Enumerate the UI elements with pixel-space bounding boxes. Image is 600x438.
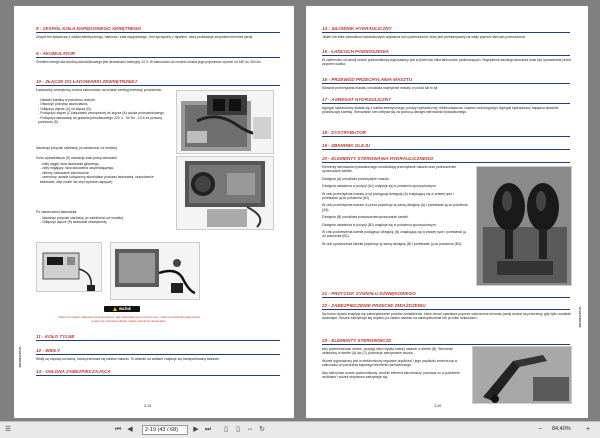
section-10-end-header: Po zakończeniu ładowania: <box>36 210 78 214</box>
divider <box>36 340 280 341</box>
divider <box>36 354 280 355</box>
list-item: - Otworzyć pokrywę akumulatora, <box>38 102 89 107</box>
section-10-led-list <box>40 162 170 184</box>
section-21-title: 21 - PRZYCISK SYGNAŁU DŹWIĘKOWEGO <box>322 291 416 296</box>
page-number-right: 3-20 <box>434 404 442 408</box>
section-22-text: Na końcu dyszla znajduje się zabezpieczenie przeciw zmiażdżeniu, które chroni operatora poprzez odwrócenie kierunku jazdy wózka na przeciwny, gdy tylko zostanie dociśnięte. Wózek zatrzymuje się dopiero po zaniku nacisku na zabezpieczenie lub po kilku sekundach. <box>322 312 572 321</box>
divider <box>322 162 570 163</box>
section-16-title: 16 - PRZEWÓD PRZECHYLANIA MASZTU <box>322 77 413 82</box>
list-item: - Odłączyć złącze (A) od złącza (B), <box>38 106 92 111</box>
section-14-title: 14 - SIŁOWNIK HYDRAULICZNY <box>322 26 392 31</box>
page-number-left: 3-19 <box>144 404 152 408</box>
section-18-title: 18 - DYSTRYBUTOR <box>322 130 366 135</box>
divider <box>322 297 570 298</box>
paragraph: Wózek wyposażony jest w elektroniczny regulator prędkości i jego prędkość zmienia się w zależności od położenia kątowego elementu sterowniczego. <box>322 358 458 368</box>
list-item: - czerwony: awaria (odłączony akumulator podczas ładowania, uszkodzenie ładowarki, zbyt niskie lub zbyt wysokie napięcie). <box>40 175 154 184</box>
section-10-led-header: Kolor wyświetlacza (E) wskazuje stan pracy ładowarki: <box>36 156 118 160</box>
fit-width-icon[interactable]: ⇔ <box>246 426 254 433</box>
last-page-icon[interactable]: ⏭ <box>204 426 212 433</box>
paragraph: Dźwignia (B) umożliwia podnoszenie/opuszczanie karetki. <box>322 215 409 220</box>
battery-connector-illustration <box>176 90 274 154</box>
list-item: - żółty migający: faza ładowania uzupełniającego, <box>40 166 115 171</box>
list-item: - Podłączyć ładowarkę do gniazda jednofazowego 220 V - 50 Hz - 10 A za pomocą przewodu (D). <box>38 115 163 125</box>
section-19-title: 19 - ZBIORNIK OLEJU <box>322 143 370 148</box>
section-10-steps <box>38 98 170 124</box>
paragraph: Elementy sterowania hydraulicznego umożliwiają przechylanie masztu oraz podnoszenie/ opuszczanie karetki. <box>322 165 457 174</box>
section-17-text: Agregat hydrauliczny składa się z silnika elektrycznego, pompy hydraulicznej, elektrozaworów i zaworu redukcyjnego. Agregat hydrauliczny napędza siłowniki podnoszący karetkę. Sterowanie nim odbywa się za pomocą dźwigni sterowania hydraulicznego. <box>322 106 559 115</box>
section-10-intro: Ładowarkę zewnętrzną można zamocować na ścianie według instrukcji producenta. <box>36 88 162 92</box>
page-left <box>14 6 294 418</box>
page-right <box>306 6 588 418</box>
paragraph: W celu opuszczenia karetki popchnąć tę samą dźwignię (B) i przestawić ją do położenia (B3). <box>322 241 463 246</box>
section-9-text: Źródłem energii dla wózka podnośnikowego jest akumulator trakcyjny 24 V. W zależności od modelu wózka jego pojemność wynosi od 180 do 300 Ah. <box>36 60 262 64</box>
tiller-control-photo <box>472 346 572 404</box>
paragraph: W celu podniesienia karetki pociągnąć dźwignię (B) znajdującą się w prawej ręce i przestawić ją do położenia (B2). <box>322 230 466 239</box>
divider <box>322 344 570 345</box>
section-11-title: 11 - KOŁO TYLNE <box>36 334 75 339</box>
section-16-text: Siłownik przechylania masztu umożliwia nachylenie masztu w przód lub w tył. <box>322 86 439 90</box>
divider <box>322 103 570 104</box>
paragraph: W celu przechylenia masztu w tył pociągnąć dźwignię (A) znajdującą się w prawej ręce i przestawić ją do położenia (A2). <box>322 191 454 201</box>
paragraph: Dźwignia ustawiona w pozycji (B1) znajduje się w położeniu spoczynkowym. <box>322 222 437 227</box>
paragraph: W celu przechylenia masztu w przód popchnąć tą samą dźwignię (A) i przestawić ją do położenia (A3). <box>322 203 468 212</box>
viewer-toolbar <box>0 421 600 438</box>
section-20-title: 20 - ELEMENTY STEROWANIA HYDRAULICZNEGO <box>322 156 434 161</box>
section-8-title: 8 - ZESPÓŁ KOŁA NAPĘDOWEGO SKRĘTNEGO <box>36 26 141 31</box>
section-9-title: 9 - AKUMULATOR <box>36 51 75 56</box>
warning-badge <box>104 306 140 312</box>
first-page-icon[interactable]: ⏮ <box>114 426 122 433</box>
section-10-end-list <box>40 216 170 225</box>
section-12-title: 12 - WIDŁY <box>36 348 60 353</box>
section-12-text: Widły są częścią ruchomą, która przesuwa się wzdłuż masztu. To właśnie na widłach znajduje się transportowany ładunek. <box>36 357 220 361</box>
divider <box>36 85 280 86</box>
document-code: 4931561025-PL <box>18 346 22 368</box>
divider <box>322 136 570 137</box>
sidebar-toggle-icon[interactable]: ☰ <box>4 426 12 433</box>
list-item: - żółty ciągły: faza ładowania głównego, <box>40 162 100 166</box>
charger-with-cable-illustration <box>36 242 102 292</box>
section-10-title: 10 - ZŁĄCZE DO ŁADOWARKI ZEWNĘTRZNEJ <box>36 79 137 84</box>
list-item: - zielony: ładowanie zakończone, <box>40 170 90 175</box>
divider <box>36 32 280 33</box>
two-page-icon[interactable]: ▯ <box>236 426 240 433</box>
section-15-text: W zależności od wersji wózek podnośnikowy wyposażony jest w jeden lub kilka łańcuchów podnoszących. Naprężenie każdego łańcucha musi być sprawdzane przed użyciem wózka. <box>322 58 571 67</box>
divider <box>36 57 280 58</box>
hydraulic-levers-photo <box>476 166 572 286</box>
zoom-in-icon[interactable]: + <box>585 426 591 433</box>
section-23-text <box>322 347 462 379</box>
warning-text: Wtyki nie należy odłączać od akumulatora, gdy ładowarka jest uruchomiona. Jeśli na wskaźniku ładowania pojawi się czerwona dioda, należy wymienić akumulator. <box>58 315 200 323</box>
list-item: - Podłączyć złącze (C) ładowarki zewnętrznej do złącza (A) wózka podnośnikowego, <box>38 111 165 116</box>
divider <box>322 149 570 150</box>
divider <box>322 32 570 33</box>
section-17-title: 17 - AGREGAT HYDRAULICZNY <box>322 97 392 102</box>
warning-icon <box>113 307 117 311</box>
section-15-title: 15 - ŁAŃCUCH PODNOSZENIA <box>322 49 389 54</box>
section-22-title: 22 - ZABEZPIECZENIE PRZECIW ZMIAŻDŻENIU <box>322 303 426 308</box>
document-code: 4931561025-PL <box>578 306 582 328</box>
paragraph: Dźwignia ustawiona w pozycji (A1) znajduje się w położeniu spoczynkowym. <box>322 184 437 189</box>
section-8-text: Zespół ten składa się z silnika elektrycznego, hamulca i koła napędowego. Jest sprzężony z dyszlem, który przekazuje zespołowi kierunek jazdy. <box>36 35 253 39</box>
connector-plug-illustration <box>110 242 200 300</box>
section-14-text: Jeden lub kilka siłowników hydraulicznych wytwarza ruch podnoszenia, który jest przekazywany na widły poprzez łańcuch podnoszenia. <box>322 35 526 39</box>
zoom-out-icon[interactable]: − <box>537 426 543 433</box>
rotate-icon[interactable]: ↻ <box>259 426 265 433</box>
section-13-title: 13 - OSŁONA ZABEZPIECZAJĄCA <box>36 369 111 374</box>
divider <box>322 83 570 84</box>
paragraph: Aby przemieszczać wózek, pozycję steru dyszla należy ustawić w strefie (B). Sterownik ustawiony w strefie (A) lub (C) powoduje zatrzymanie wózka. <box>322 347 453 356</box>
paragraph: Dźwignia (A) umożliwia przechylanie masztu. <box>322 176 390 181</box>
paragraph: Aby zatrzymać wózek podnośnikowy, zwolnić element sterowniczy: powraca on w położenie neutralne i wózek stopniowo zatrzymuje się. <box>322 370 460 380</box>
next-page-icon[interactable]: ▶ <box>193 426 199 433</box>
zoom-level[interactable]: 84,40% <box>552 426 571 432</box>
single-page-icon[interactable]: ▯ <box>224 426 228 433</box>
section-23-title: 23 - ELEMENTY STEROWNICZE <box>322 338 392 343</box>
section-20-text <box>322 165 470 246</box>
page-number-input[interactable]: 2-19 (43 / 68) <box>142 425 188 435</box>
divider <box>36 375 280 376</box>
divider <box>322 309 570 310</box>
list-item: - Ustawić karetkę w położeniu dolnym, <box>38 98 96 102</box>
previous-page-icon[interactable]: ◀ <box>127 426 133 433</box>
warning-label: WAŻNE <box>118 307 132 311</box>
divider <box>322 55 570 56</box>
list-item: - Nacisnąć przycisk start/stop (w zależności od modelu), <box>40 216 125 220</box>
list-item: - Odłączyć złącze (B) ładowarki zewnętrznej. <box>40 220 108 225</box>
section-10-start: Nacisnąć przycisk start/stop (w zależności od modelu). <box>36 146 119 150</box>
external-charger-illustration <box>176 156 274 230</box>
